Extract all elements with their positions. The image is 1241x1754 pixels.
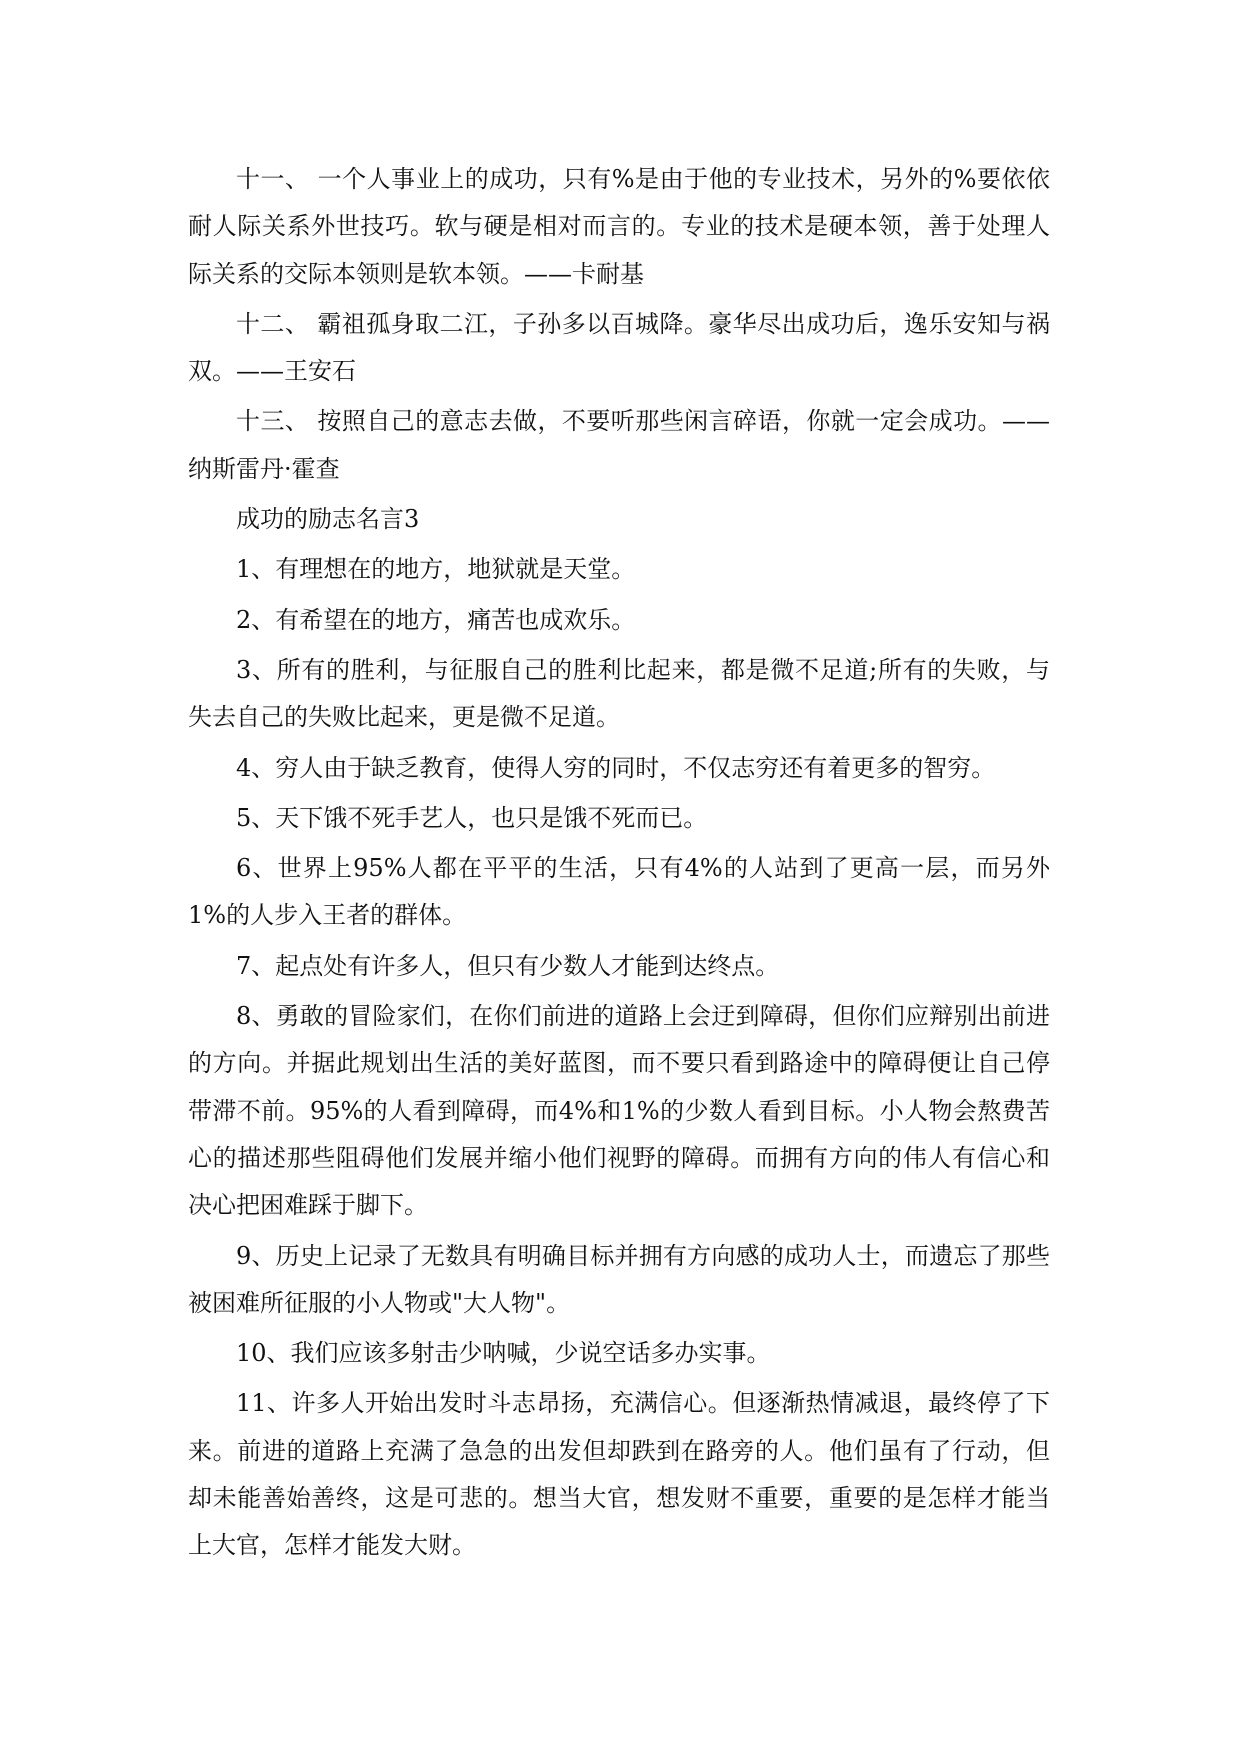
list-item-10: 10、我们应该多射击少呐喊，少说空话多办实事。 xyxy=(236,1339,771,1368)
list-item-8: 8、勇敢的冒险家们，在你们前进的道路上会迂到障碍，但你们应辩别出前进的方向。并据此规划出生活的美好蓝图，而不要只看到路途中的障碍便让自己停带滞不前。95%的人看到障碍，而4%和1%的少数人看到目标。小人物会熬费苦心的描述那些阻碍他们发展并缩小他们视野的障碍。而拥有方向的伟人有信心和决心把困难踩于脚下。 xyxy=(188,1002,1050,1220)
list-item-1: 1、有理想在的地方，地狱就是天堂。 xyxy=(236,555,636,584)
section-heading: 成功的励志名言3 xyxy=(236,505,420,534)
quote-paragraph-13: 十三、 按照自己的意志去做，不要听那些闲言碎语，你就一定会成功。——纳斯雷丹·霍查 xyxy=(188,407,1050,483)
list-item-6: 6、世界上95%人都在平平的生活，只有4%的人站到了更高一层，而另外1%的人步入王者的群体。 xyxy=(188,854,1050,930)
list-item-3: 3、所有的胜利，与征服自己的胜利比起来，都是微不足道;所有的失败，与失去自己的失败比起来，更是微不足道。 xyxy=(188,655,1050,732)
list-item-5: 5、天下饿不死手艺人，也只是饿不死而已。 xyxy=(236,803,708,832)
list-item-9: 9、历史上记录了无数具有明确目标并拥有方向感的成功人士，而遗忘了那些被困难所征服的小人物或"大人物"。 xyxy=(188,1241,1050,1317)
quote-paragraph-11: 十一、 一个人事业上的成功，只有%是由于他的专业技术，另外的%要依依耐人际关系外世技巧。软与硬是相对而言的。专业的技术是硬本领，善于处理人际关系的交际本领则是软本领。——卡耐基 xyxy=(188,165,1050,288)
list-item-7: 7、起点处有许多人，但只有少数人才能到达终点。 xyxy=(236,951,780,980)
quote-paragraph-12: 十二、 霸祖孤身取二江，子孙多以百城降。豪华尽出成功后，逸乐安知与祸双。——王安石 xyxy=(188,309,1050,386)
document-body xyxy=(188,156,1050,1573)
list-item-11: 11、许多人开始出发时斗志昂扬，充满信心。但逐渐热情减退，最终停了下来。前进的道路上充满了急急的出发但却跌到在路旁的人。他们虽有了行动，但却未能善始善终，这是可悲的。想当大官，想发财不重要，重要的是怎样才能当上大官，怎样才能发大财。 xyxy=(188,1389,1050,1560)
list-item-4: 4、穷人由于缺乏教育，使得人穷的同时，不仅志穷还有着更多的智穷。 xyxy=(236,753,996,782)
list-item-2: 2、有希望在的地方，痛苦也成欢乐。 xyxy=(236,605,636,634)
